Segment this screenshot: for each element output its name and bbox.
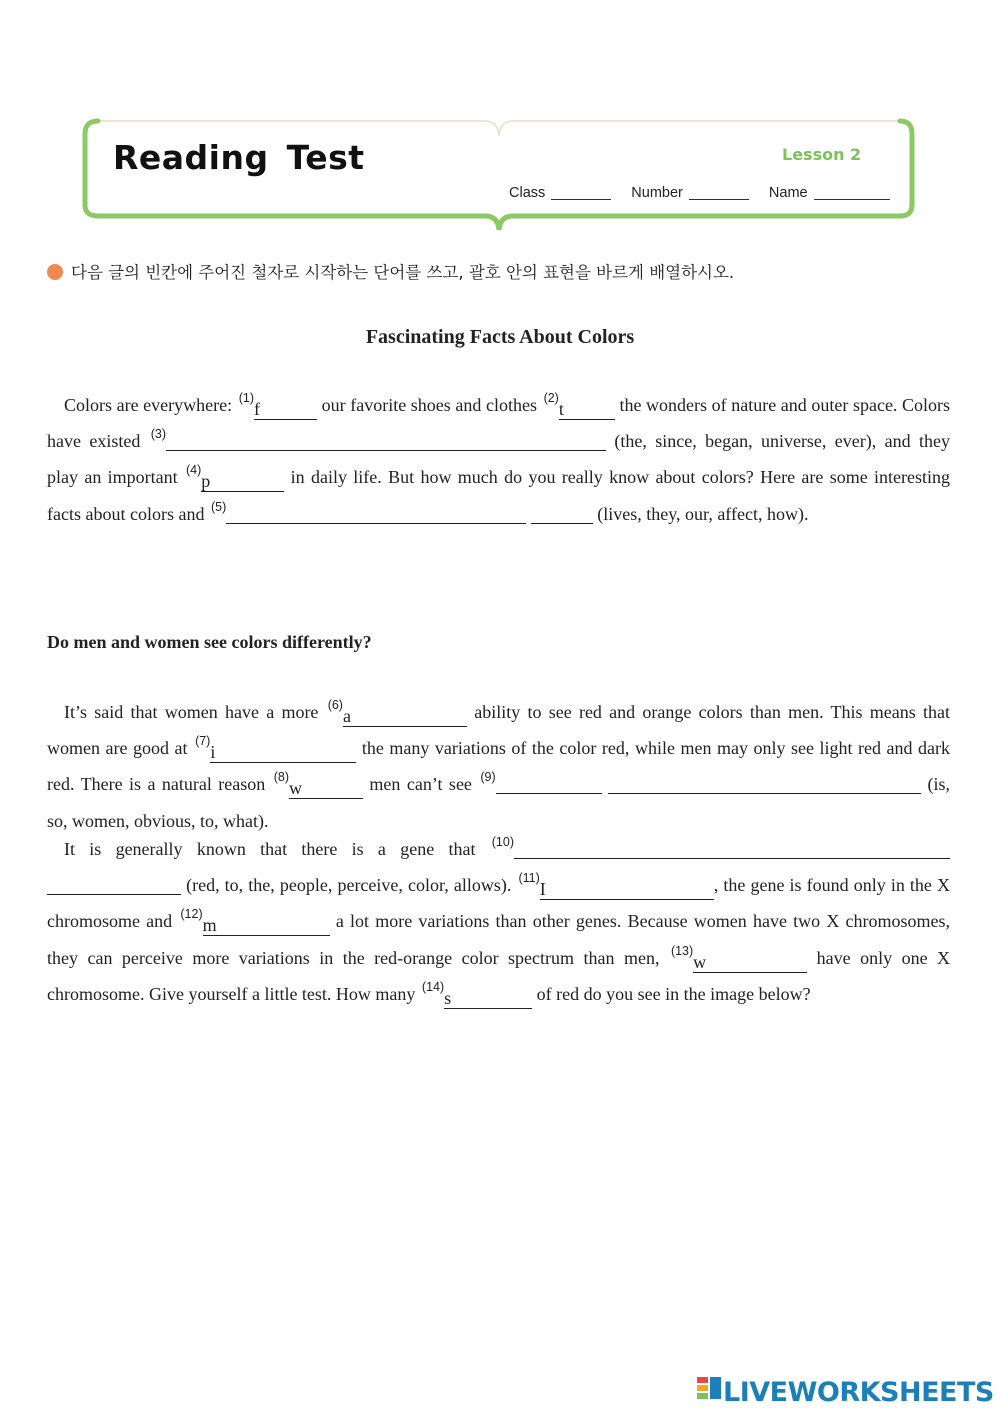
lesson-label: Lesson 2 [782, 145, 862, 164]
blank-12[interactable]: m [203, 915, 330, 936]
header-frame [0, 0, 1000, 240]
liveworksheets-logo [697, 1375, 994, 1408]
logo-icon [697, 1375, 721, 1405]
blank-number: (13) [670, 943, 694, 958]
blank-8[interactable]: w [289, 778, 363, 799]
name-label: Name [768, 185, 808, 201]
blank-number: (10) [491, 835, 514, 849]
blank-9-continued[interactable] [608, 773, 921, 794]
blank-4[interactable]: p [201, 471, 284, 492]
blank-number: (6) [327, 698, 343, 712]
worksheet-title: Reading Test [113, 138, 365, 177]
class-field[interactable] [551, 184, 611, 200]
class-label: Class [509, 185, 546, 201]
blank-number: (7) [195, 734, 211, 749]
blank-3[interactable] [166, 430, 606, 451]
section-heading: Do men and women see colors differently? [47, 632, 372, 652]
blank-1[interactable]: f [254, 399, 317, 420]
blank-7[interactable]: i [210, 742, 356, 763]
blank-number: (14) [421, 979, 445, 994]
passage-title: Fascinating Facts About Colors [365, 326, 635, 348]
blank-2[interactable]: t [559, 399, 615, 420]
blank-6[interactable]: a [343, 706, 467, 727]
paragraph-2: It’s said that women have a more $^{(6)}$a ability to see red and orange colors than men. This means that women are good at $^{(7)}$i the many variations of the color red, while men may only see light red and dark red. There is a natural reason $^{(8)}$w men can’t see $^{(9)}$ (is, so, women, obvious, to, what). [47, 698, 951, 831]
blank-number: (4) [186, 463, 202, 478]
blank-number: (5) [210, 499, 227, 514]
blank-number: (12) [180, 907, 203, 922]
blank-number: (9) [480, 770, 496, 785]
blank-11[interactable]: I [540, 879, 714, 900]
blank-14[interactable]: s [444, 988, 532, 1009]
paragraph-1: Colors are everywhere: $^{(1)}$f our favorite shoes and clothes $^{(2)}$t the wonders of nature and outer space. Colors have existed $^{(3)}$ (the, since, began, universe, ever), and they play an important $^{(4)}$p in daily life. But how much do you really know about colors? Here are some interesting facts about colors and $^{(5)}$ (lives, they, our, affect, how). [47, 391, 951, 524]
number-label: Number [631, 185, 683, 201]
blank-number: (3) [150, 427, 166, 442]
student-info-fields [509, 184, 890, 201]
blank-10-continued[interactable] [47, 874, 181, 895]
bullet-icon [47, 264, 63, 280]
blank-5-continued[interactable] [531, 503, 593, 524]
blank-number: (2) [543, 391, 559, 405]
instruction [47, 259, 734, 283]
logo-text: LIVEWORKSHEETS [723, 1377, 994, 1408]
blank-9[interactable] [496, 773, 602, 794]
blank-5[interactable] [226, 503, 526, 524]
instruction-text: 다음 글의 빈칸에 주어진 철자로 시작하는 단어를 쓰고, 괄호 안의 표현을 바르게 배열하시오. [71, 263, 735, 282]
blank-number: (8) [273, 770, 289, 785]
paragraph-3: It is generally known that there is a gene that $^{(10)}$ (red, to, the, people, perceive, color, allows). $^{(11)}$I , the gene is found only in the X chromosome and $^{(12)}$m a lot more variations than other genes. Because women have two X chromosomes, they can perceive more variations in the red-orange color spectrum than men, $^{(13)}$w have only one X chromosome. Give yourself a little test. How many $^{(14)}$s of red do you see in the image below? [47, 835, 951, 1008]
blank-number: (11) [518, 871, 540, 886]
number-field[interactable] [689, 184, 749, 200]
blank-13[interactable]: w [693, 952, 807, 973]
blank-number: (1) [238, 391, 255, 405]
name-field[interactable] [814, 184, 890, 200]
blank-10[interactable] [514, 838, 950, 859]
